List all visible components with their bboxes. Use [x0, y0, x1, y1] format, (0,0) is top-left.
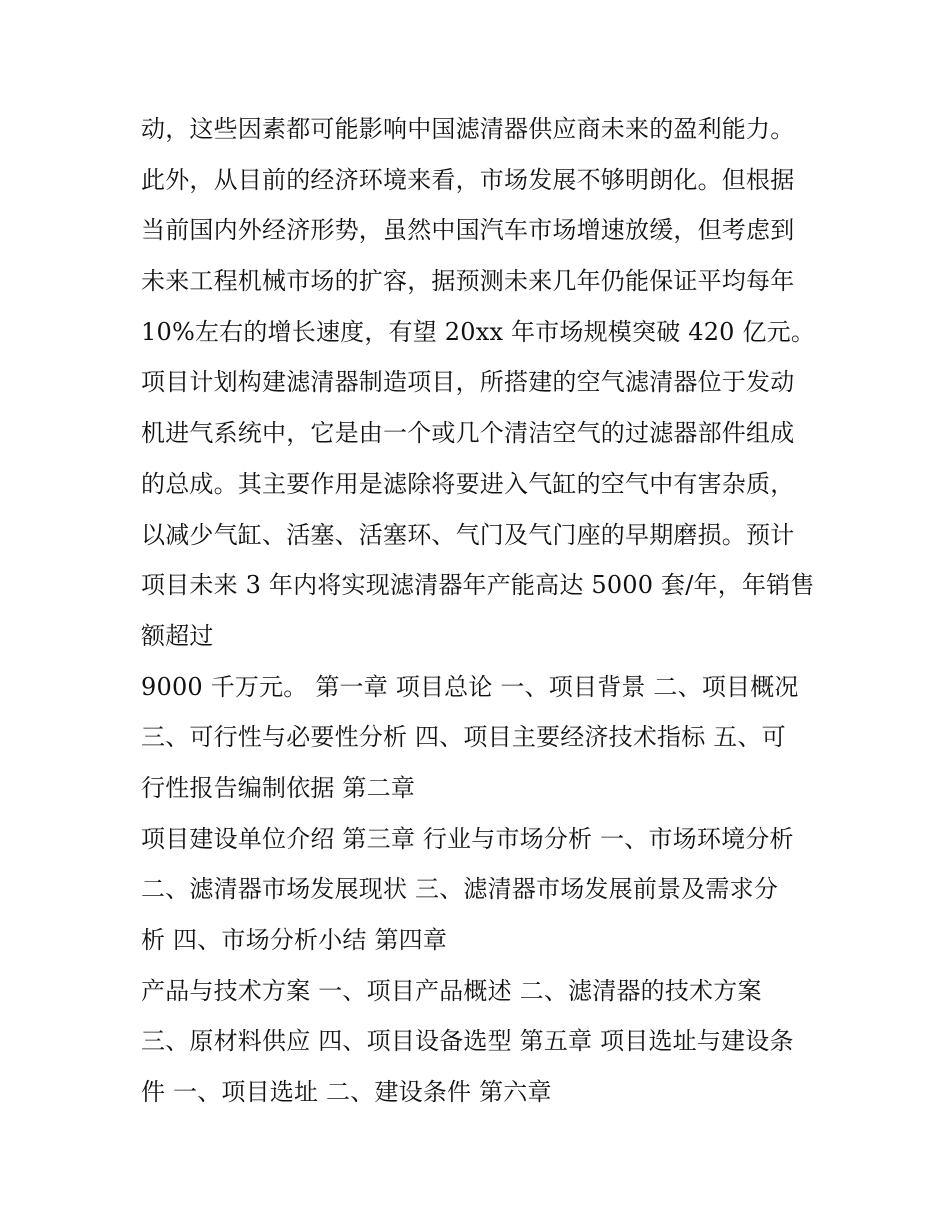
text-line: 析 四、市场分析小结 第四章 [141, 926, 448, 954]
text-line: 未来工程机械市场的扩容，据预测未来几年仍能保证平均每年 [141, 267, 795, 296]
text-line: 项目计划构建滤清器制造项目，所搭建的空气滤清器位于发动 [141, 368, 795, 397]
text-line: 动，这些因素都可能影响中国滤清器供应商未来的盈利能力。 [141, 115, 795, 143]
text-line: 以减少气缸、活塞、活塞环、气门及气门座的早期磨损。预计 [141, 520, 795, 549]
text-line: 此外，从目前的经济环境来看，市场发展不够明朗化。但根据 [141, 165, 795, 194]
text-line: 产品与技术方案 一、项目产品概述 二、滤清器的技术方案 [141, 976, 762, 1005]
text-line: 三、原材料供应 四、项目设备选型 第五章 项目选址与建设条 [141, 1027, 794, 1056]
text-line: 三、可行性与必要性分析 四、项目主要经济技术指标 五、可 [141, 723, 786, 752]
text-line: 额超过 [141, 621, 214, 650]
text-line: 二、滤清器市场发展现状 三、滤清器市场发展前景及需求分 [141, 875, 779, 904]
text-line: 10%左右的增长速度，有望 20xx 年市场规模突破 420 亿元。 [141, 317, 816, 346]
text-line: 行性报告编制依据 第二章 [141, 773, 416, 802]
text-line: 9000 千万元。 第一章 项目总论 一、项目背景 二、项目概况 [141, 672, 799, 701]
text-line: 项目建设单位介绍 第三章 行业与市场分析 一、市场环境分析 [141, 824, 794, 853]
text-line: 的总成。其主要作用是滤除将要进入气缸的空气中有害杂质， [141, 469, 795, 498]
text-line: 当前国内外经济形势，虽然中国汽车市场增速放缓，但考虑到 [141, 216, 795, 245]
document-body [141, 104, 821, 1118]
text-line: 件 一、项目选址 二、建设条件 第六章 [141, 1078, 552, 1107]
text-line: 项目未来 3 年内将实现滤清器年产能高达 5000 套/年，年销售 [141, 571, 815, 600]
text-line: 机进气系统中，它是由一个或几个清洁空气的过滤器部件组成 [141, 419, 795, 448]
